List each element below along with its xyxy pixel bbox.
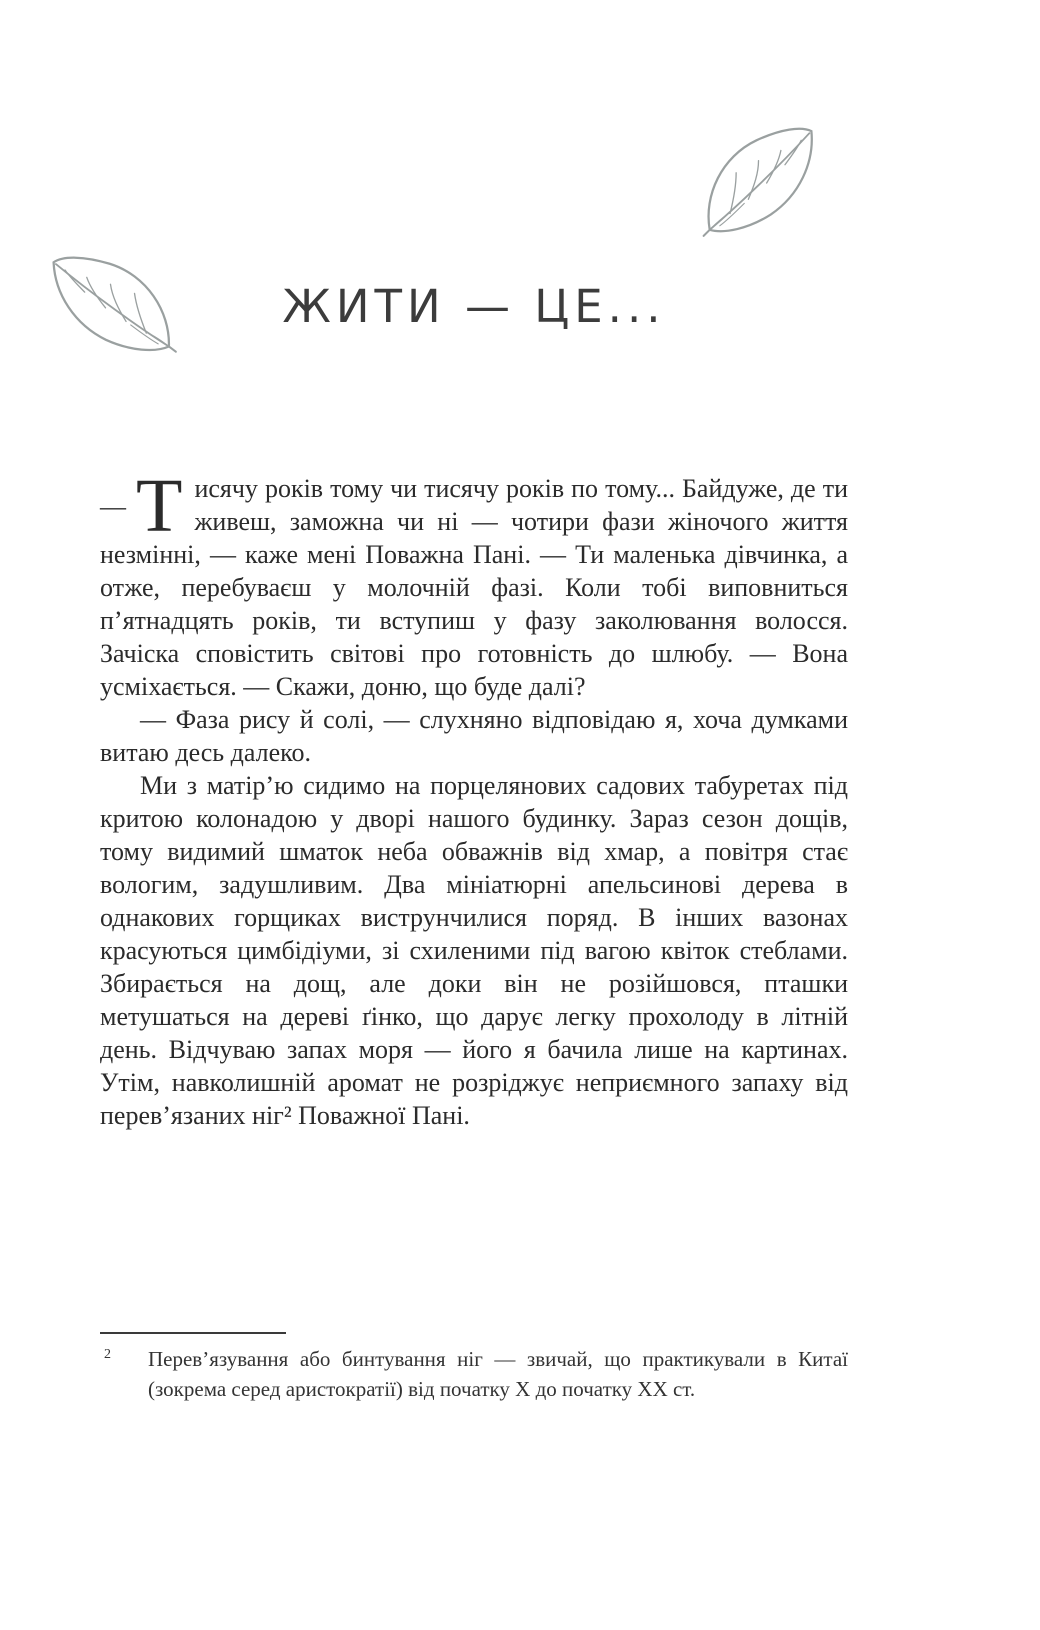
paragraph-lead: [100, 464, 848, 703]
footnote-separator: [100, 1332, 286, 1334]
footnote-marker: 2: [104, 1347, 111, 1362]
paragraph: Ми з матір’ю сидимо на порцелянових садових табуретах під критою колонадою у дворі нашого будинку. Зараз сезон дощів, тому видимий шматок неба обважнів від хмар, а повітря стає вологим, задушливим. Два мініатюрні апельсинові дерева в однакових горщиках виструнчилися поряд. В інших вазонах красуються цимбідіуми, зі схиленими під вагою квіток стеблами. Збирається на дощ, але доки він не розійшовся, пташки метушаться на дереві ґінко, що дарує легку прохолоду в літній день. Відчуваю запах моря — його я бачила лише на картинах. Утім, навколишній аромат не розріджує неприємного запаху від перев’язаних ніг² Поважної Пані.: [100, 771, 848, 1130]
dialogue-dash: —: [100, 491, 126, 521]
paragraph: — Фаза рису й солі, — слухняно відповідаю я, хоча думками витаю десь далеко.: [100, 705, 848, 767]
paragraph-lead-text: исячу років тому чи тисячу років по тому... Байдуже, де ти живеш, заможна чи ні — чотири фази жіночого життя незмінні, — каже мені Поважна Пані. — Ти маленька дівчинка, а отже, перебуваєш у молочній фазі. Коли тобі виповниться п’ятнадцять років, ти вступиш у фазу заколювання волосся. Зачіска сповістить світові про готовність до шлюбу. — Вона усміхається. — Скажи, доню, що буде далі?: [100, 474, 848, 701]
body-text: [100, 464, 848, 1132]
footnote-body: [100, 1344, 848, 1404]
drop-cap-group: [100, 464, 183, 548]
chapter-title: ЖИТИ — ЦЕ...: [282, 280, 666, 333]
footnote-text: Перев’язування або бинтування ніг — звичай, що практикували в Китаї (зокрема серед аристократії) від початку X до початку XX ст.: [148, 1347, 848, 1401]
footnote: [100, 1332, 848, 1404]
leaf-illustration-top-right: [690, 122, 825, 242]
drop-cap-letter: Т: [136, 464, 183, 548]
